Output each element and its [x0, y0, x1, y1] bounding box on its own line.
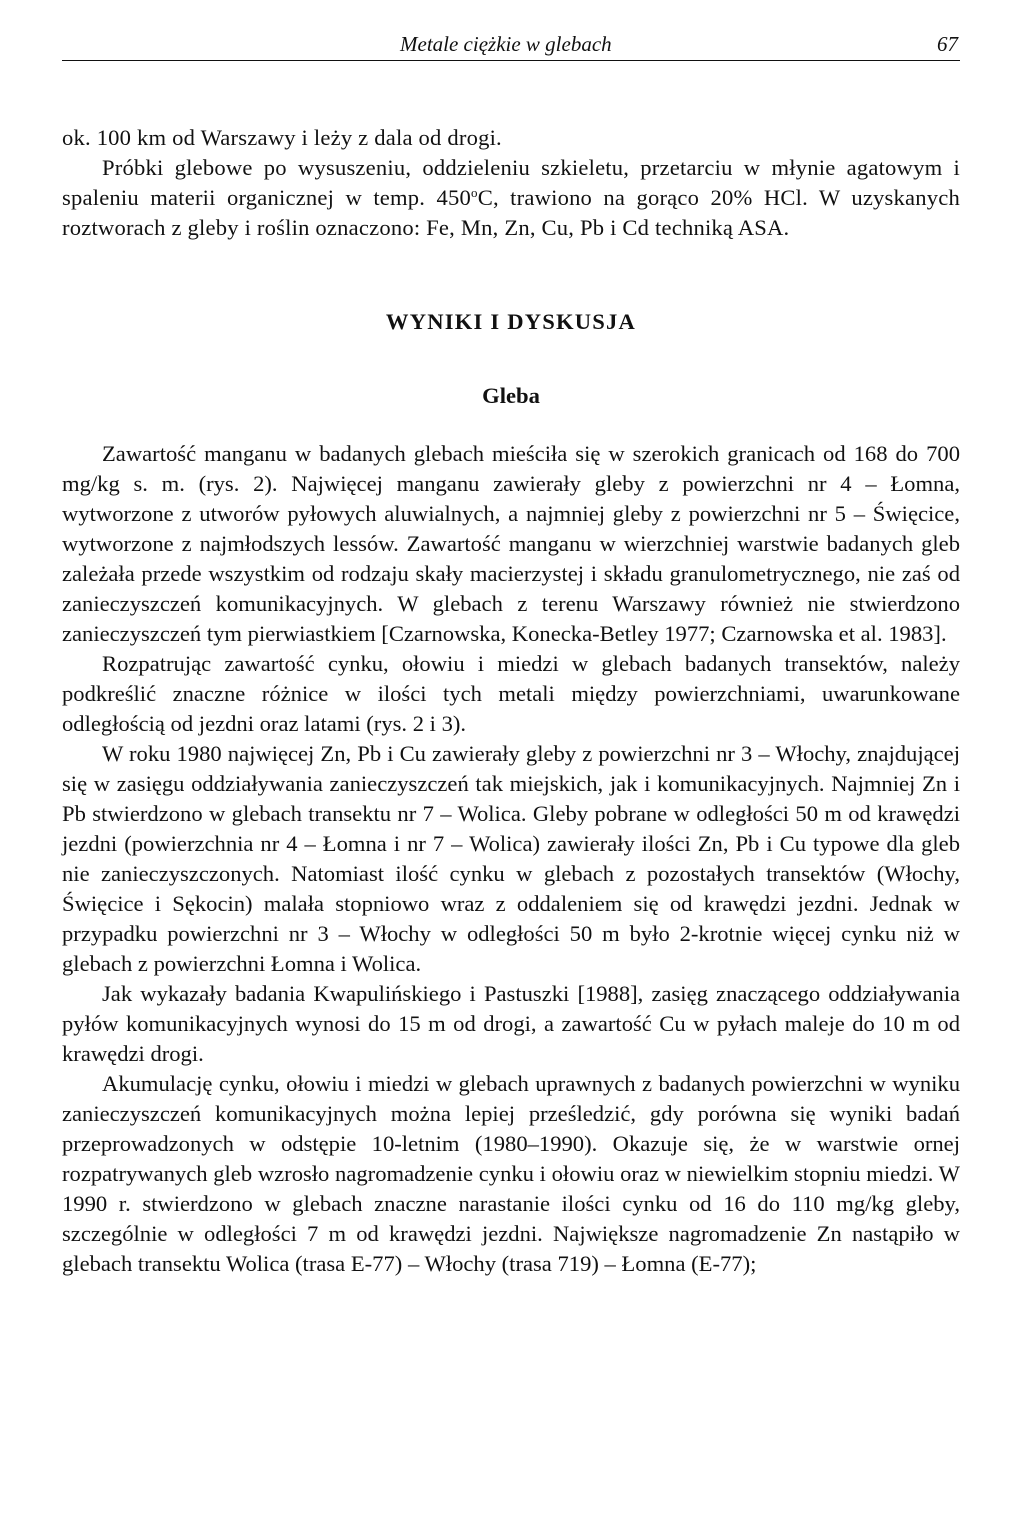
paragraph-year-1980: W roku 1980 najwięcej Zn, Pb i Cu zawierały gleby z powierzchni nr 3 – Włochy, znajdującej się w zasięgu oddziaływania zanieczyszczeń tak miejskich, jak i komunikacyjnych. Najmniej Zn i Pb stwierdzono w glebach transektu nr 7 – Wolica. Gleby pobrane w odległości 50 m od krawędzi jezdni (powierzchnia nr 4 – Łomna i nr 7 – Wolica) zawierały ilości Zn, Pb i Cu typowe dla gleb nie zanieczyszczonych. Natomiast ilość cynku w glebach z pozostałych transektów (Włochy, Święcice i Sękocin) malała stopniowo wraz z oddaleniem się od krawędzi jezdni. Jednak w przypadku powierzchni nr 3 – Włochy w odległości 50 m było 2-krotnie więcej cynku niż w glebach z powierzchni Łomna i Wolica. [62, 741, 960, 976]
body-text [62, 123, 960, 1279]
methods-text-part2: C, trawiono na gorąco 20% HCl. W uzyskanych roztworach z gleby i roślin oznaczono: Fe, Mn, Zn, Cu, Pb i Cd techniką ASA. [62, 185, 960, 240]
paragraph-literature: Jak wykazały badania Kwapulińskiego i Pastuszki [1988], zasięg znaczącego oddziaływania pyłów komunikacyjnych wynosi do 15 m od drogi, a zawartość Cu w pyłach maleje do 10 m od krawędzi drogi. [62, 981, 960, 1066]
methods-text-part1: Próbki glebowe po wysuszeniu, oddzieleniu szkieletu, przetarciu w młynie agatowym i spaleniu materii organicznej w temp. 450 [62, 155, 960, 210]
page-number: 67 [937, 32, 958, 56]
intro-paragraph-continuation: ok. 100 km od Warszawy i leży z dala od drogi. [62, 125, 502, 150]
section-heading: WYNIKI I DYSKUSJA [385, 309, 637, 334]
paragraph-zinc-lead-copper: Rozpatrując zawartość cynku, ołowiu i miedzi w glebach badanych transektów, należy podkreślić znaczne różnice w ilości tych metali między powierzchniami, uwarunkowane odległością od jezdni oraz latami (rys. 2 i 3). [62, 651, 960, 736]
degree-superscript: o [470, 185, 478, 200]
running-header [62, 30, 960, 61]
paragraph-accumulation: Akumulację cynku, ołowiu i miedzi w glebach uprawnych z badanych powierzchni w wyniku zanieczyszczeń komunikacyjnych można lepiej prześledzić, gdy porówna się wyniki badań przeprowadzonych w odstępie 10-letnim (1980–1990). Okazuje się, że w warstwie ornej rozpatrywanych gleb wzrosło nagromadzenie cynku i ołowiu oraz w niewielkim stopniu miedzi. W 1990 r. stwierdzono w glebach znaczne narastanie ilości cynku od 16 do 110 mg/kg gleby, szczególnie w odległości 7 m od krawędzi jezdni. Największe nagromadzenie Zn nastąpiło w glebach transektu Wolica (trasa E-77) – Włochy (trasa 719) – Łomna (E-77); [62, 1071, 960, 1276]
subsection-heading: Gleba [482, 383, 540, 408]
paragraph-manganese: Zawartość manganu w badanych glebach mieściła się w szerokich granicach od 168 do 700 mg/kg s. m. (rys. 2). Najwięcej manganu zawierały gleby z powierzchni nr 4 – Łomna, wytworzone z utworów pyłowych aluwialnych, a najmniej gleby z powierzchni nr 5 – Święcice, wytworzone z najmłodszych lessów. Zawartość manganu w wierzchniej warstwie badanych gleb zależała przede wszystkim od rodzaju skały macierzystej i składu granulometrycznego, nie zaś od zanieczyszczeń komunikacyjnych. W glebach z terenu Warszawy również nie stwierdzono zanieczyszczeń tym pierwiastkiem [Czarnowska, Konecka-Betley 1977; Czarnowska et al. 1983]. [62, 441, 960, 646]
methods-paragraph [62, 153, 960, 243]
running-header-title: Metale ciężkie w glebach [400, 32, 612, 56]
